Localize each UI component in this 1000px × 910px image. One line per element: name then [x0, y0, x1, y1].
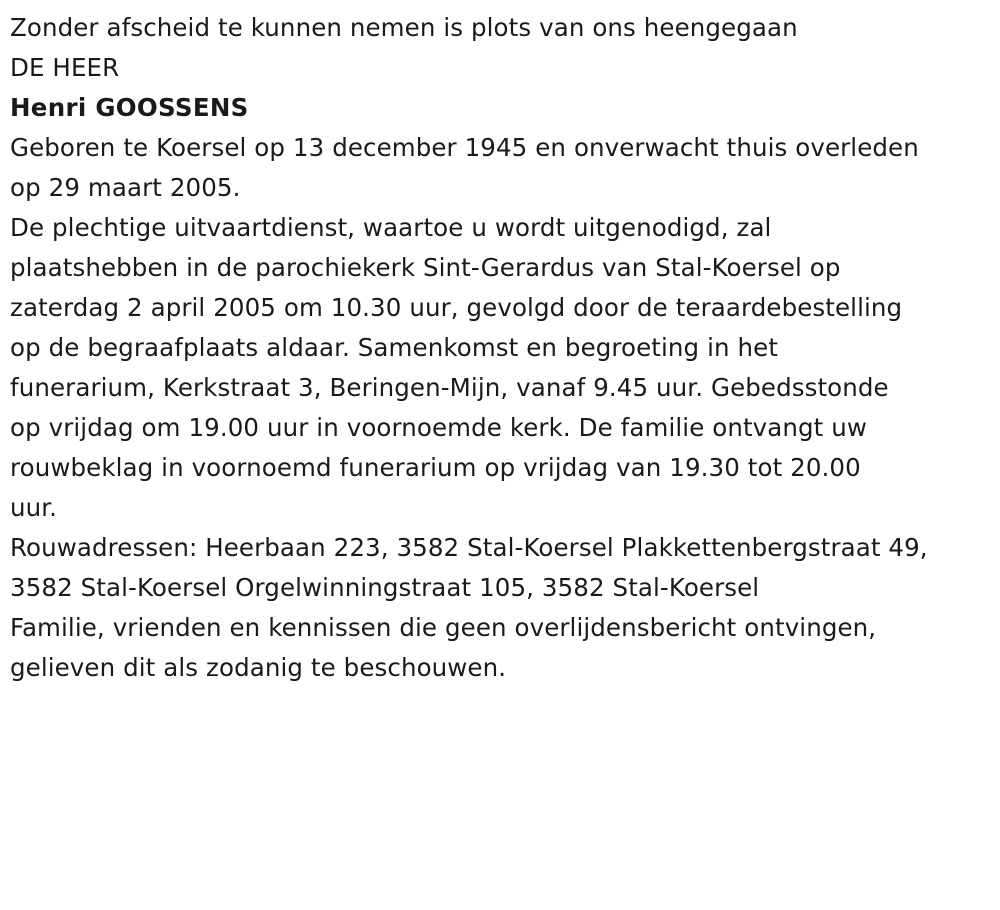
paragraph-line: zaterdag 2 april 2005 om 10.30 uur, gevolgd door de teraardebestelling	[10, 293, 903, 322]
paragraph-line: Familie, vrienden en kennissen die geen overlijdensbericht ontvingen,	[10, 613, 877, 642]
paragraph-line: plaatshebben in de parochiekerk Sint-Gerardus van Stal-Koersel op	[10, 253, 841, 282]
paragraph-line: op vrijdag om 19.00 uur in voornoemde kerk. De familie ontvangt uw	[10, 413, 868, 442]
paragraph-line: gelieven dit als zodanig te beschouwen.	[10, 653, 507, 682]
address-paragraph	[10, 528, 990, 608]
closing-paragraph	[10, 608, 990, 688]
paragraph-line: funerarium, Kerkstraat 3, Beringen-Mijn, vanaf 9.45 uur. Gebedsstonde	[10, 373, 889, 402]
paragraph-line: op 29 maart 2005.	[10, 173, 241, 202]
service-paragraph	[10, 208, 990, 528]
birth-paragraph	[10, 128, 990, 208]
paragraph-line: uur.	[10, 493, 58, 522]
intro-text: Zonder afscheid te kunnen nemen is plots van ons heengegaan	[10, 13, 798, 42]
paragraph-line: op de begraafplaats aldaar. Samenkomst en begroeting in het	[10, 333, 779, 362]
paragraph-line: Rouwadressen: Heerbaan 223, 3582 Stal-Koersel Plakkettenbergstraat 49,	[10, 533, 928, 562]
paragraph-line: Geboren te Koersel op 13 december 1945 en onverwacht thuis overleden	[10, 133, 919, 162]
salutation-text: DE HEER	[10, 53, 120, 82]
paragraph-line: rouwbeklag in voornoemd funerarium op vrijdag van 19.30 tot 20.00	[10, 453, 861, 482]
deceased-name: Henri GOOSSENS	[10, 93, 249, 122]
paragraph-line: 3582 Stal-Koersel Orgelwinningstraat 105, 3582 Stal-Koersel	[10, 573, 760, 602]
paragraph-line: De plechtige uitvaartdienst, waartoe u wordt uitgenodigd, zal	[10, 213, 772, 242]
